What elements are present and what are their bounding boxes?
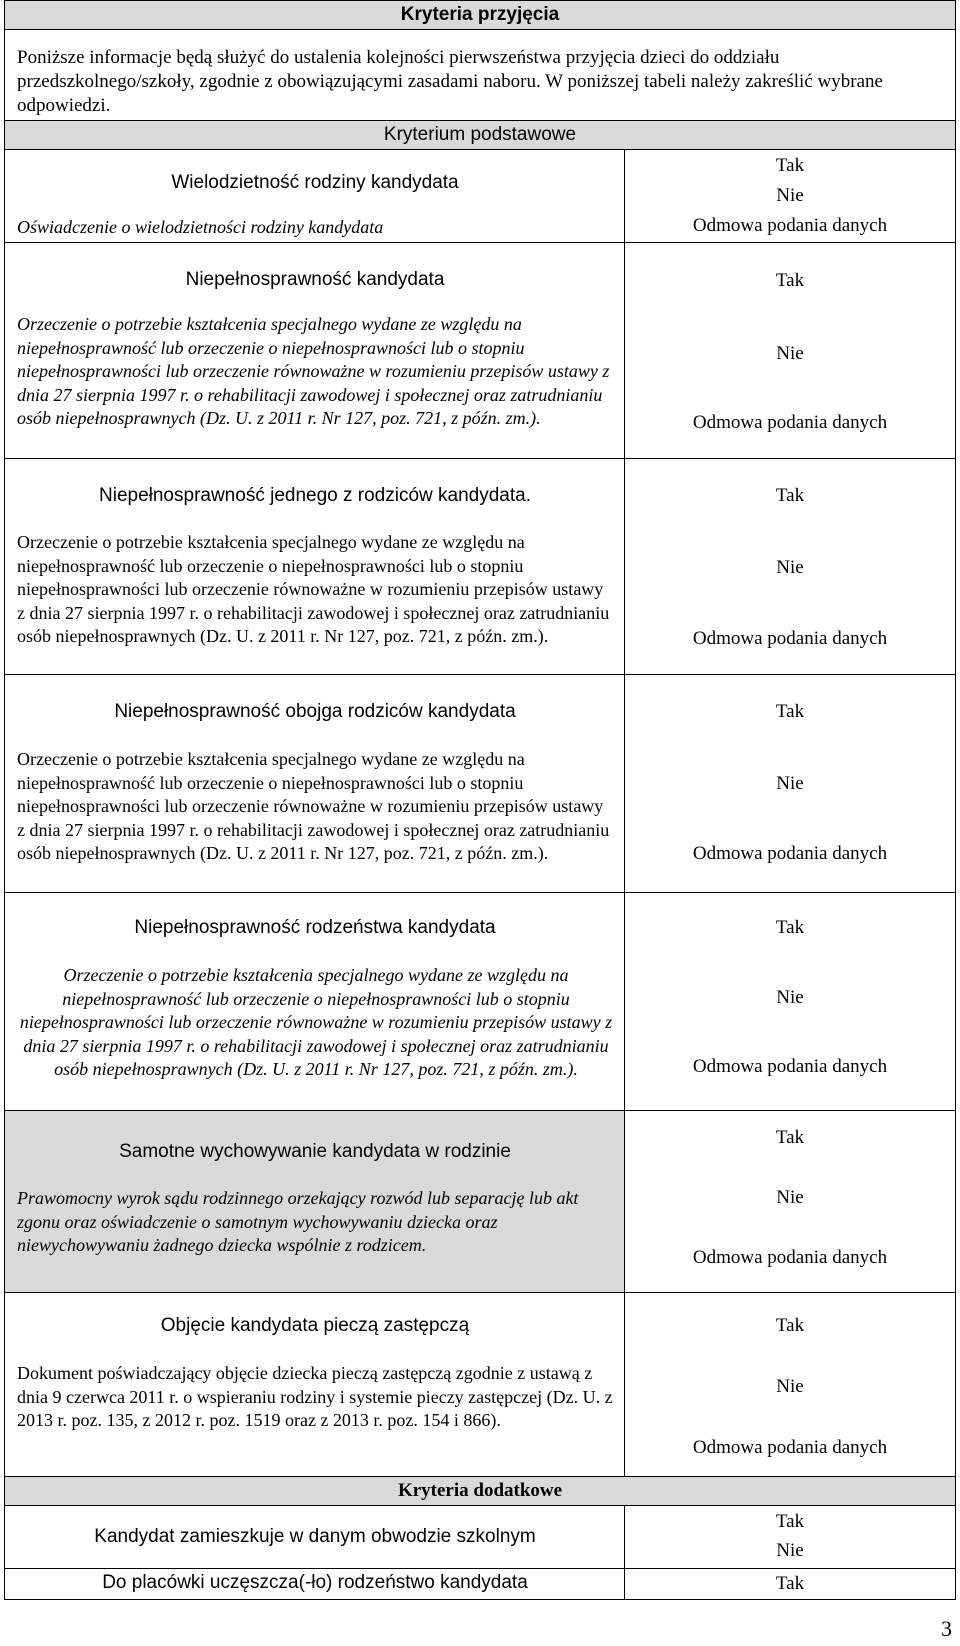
option-refuse[interactable]: Odmowa podania danych [692,412,888,433]
additional-criteria-header: Kryteria dodatkowe [5,1476,955,1506]
criterion-row [5,458,955,674]
option-yes[interactable]: Tak [775,701,805,722]
criterion-cell [5,1506,625,1568]
option-refuse[interactable]: Odmowa podania danych [692,1247,888,1268]
option-no[interactable]: Nie [776,185,804,206]
intro-text: Poniższe informacje będą służyć do ustalenia kolejności pierwszeństwa przyjęcia dzieci do oddziału przedszkolnego/szkoły, zgodnie z obowiązującymi zasadami naboru. W poniższej tabeli należy zakreślić wybrane odpowiedzi. [17,47,883,116]
option-refuse[interactable]: Odmowa podania danych [692,843,888,864]
criterion-title: Niepełnosprawność rodzeństwa kandydata [134,917,496,938]
criterion-description: Orzeczenie o potrzebie kształcenia specjalnego wydane ze względu na niepełnosprawność lub orzeczenie o niepełnosprawności lub o stopniu niepełnosprawności lub orzeczenie równoważne w rozumieniu przepisów ustawy z dnia 27 sierpnia 1997 r. o rehabilitacji zawodowej i społecznej oraz zatrudnianiu osób niepełnosprawnych (Dz. U. z 2011 r. Nr 127, poz. 721, z późn. zm.). [17,532,610,646]
options-cell [625,243,955,458]
additional-row [5,1506,955,1568]
criterion-title: Niepełnosprawność kandydata [185,269,445,290]
criterion-description: Orzeczenie o potrzebie kształcenia specjalnego wydane ze względu na niepełnosprawność lub orzeczenie o niepełnosprawności lub o stopniu niepełnosprawności lub orzeczenie równoważne w rozumieniu przepisów ustawy z dnia 27 sierpnia 1997 r. o rehabilitacji zawodowej i społecznej oraz zatrudnianiu osób niepełnosprawnych (Dz. U. z 2011 r. Nr 127, poz. 721, z późn. zm.). [19,965,613,1079]
criterion-title: Samotne wychowywanie kandydata w rodzinie [119,1141,511,1162]
option-yes[interactable]: Tak [775,1315,805,1336]
options-cell [625,1506,955,1568]
option-no[interactable]: Nie [776,1540,804,1561]
option-no[interactable]: Nie [776,987,804,1008]
criterion-cell [5,1111,625,1292]
option-no[interactable]: Nie [776,557,804,578]
option-refuse[interactable]: Odmowa podania danych [692,628,888,649]
criterion-description: Prawomocny wyrok sądu rodzinnego orzekający rozwód lub separację lub akt zgonu oraz oświadczenie o samotnym wychowywaniu dziecka oraz niewychowywaniu żadnego dziecka wspólnie z rodzicem. [17,1188,579,1255]
option-yes[interactable]: Tak [775,917,805,938]
options-cell [625,675,955,892]
criterion-description: Oświadczenie o wielodzietności rodziny kandydata [17,217,384,237]
criterion-row [5,892,955,1110]
option-no[interactable]: Nie [776,1376,804,1397]
criterion-row [5,150,955,242]
sheet-header: Kryteria przyjęcia [5,0,955,30]
options-cell [625,150,955,242]
criterion-description: Orzeczenie o potrzebie kształcenia specjalnego wydane ze względu na niepełnosprawność lub orzeczenie o niepełnosprawności lub o stopniu niepełnosprawności lub orzeczenie równoważne w rozumieniu przepisów ustawy z dnia 27 sierpnia 1997 r. o rehabilitacji zawodowej i społecznej oraz zatrudnianiu osób niepełnosprawnych (Dz. U. z 2011 r. Nr 127, poz. 721, z późn. zm.). [17,314,610,428]
criterion-cell [5,893,625,1110]
options-cell [625,1111,955,1292]
option-yes[interactable]: Tak [775,155,805,176]
criterion-title: Do placówki uczęszcza(-ło) rodzeństwo kandydata [102,1572,528,1593]
criterion-cell [5,150,625,242]
criterion-title: Objęcie kandydata pieczą zastępczą [160,1315,470,1336]
criterion-cell [5,243,625,458]
option-yes[interactable]: Tak [775,1511,805,1532]
criterion-cell [5,1293,625,1476]
criterion-description: Dokument poświadczający objęcie dziecka pieczą zastępczą zgodnie z ustawą z dnia 9 czerwca 2011 r. o wspieraniu rodziny i systemie pieczy zastępczej (Dz. U. z 2013 r. poz. 135, z 2012 r. poz. 1519 oraz z 2013 r. poz. 154 i 866). [17,1363,613,1430]
options-cell [625,1569,955,1600]
options-cell [625,1293,955,1476]
option-yes[interactable]: Tak [775,485,805,506]
criterion-title: Wielodzietność rodziny kandydata [171,172,459,193]
criterion-row [5,1292,955,1476]
option-no[interactable]: Nie [776,343,804,364]
option-yes[interactable]: Tak [775,1573,805,1594]
options-cell [625,893,955,1110]
criterion-title: Kandydat zamieszkuje w danym obwodzie szkolnym [94,1526,536,1547]
criteria-sheet [4,0,956,1600]
criterion-cell [5,459,625,674]
criterion-title: Niepełnosprawność jednego z rodziców kandydata. [99,485,531,506]
option-yes[interactable]: Tak [775,270,805,291]
additional-row [5,1568,955,1600]
option-refuse[interactable]: Odmowa podania danych [692,215,888,236]
option-yes[interactable]: Tak [775,1127,805,1148]
option-no[interactable]: Nie [776,1187,804,1208]
criterion-row [5,242,955,458]
criterion-title: Niepełnosprawność obojga rodziców kandydata [114,701,516,722]
basic-criteria-header: Kryterium podstawowe [5,120,955,150]
criterion-row [5,674,955,892]
criterion-description: Orzeczenie o potrzebie kształcenia specjalnego wydane ze względu na niepełnosprawność lub orzeczenie o niepełnosprawności lub o stopniu niepełnosprawności lub orzeczenie równoważne w rozumieniu przepisów ustawy z dnia 27 sierpnia 1997 r. o rehabilitacji zawodowej i społecznej oraz zatrudnianiu osób niepełnosprawnych (Dz. U. z 2011 r. Nr 127, poz. 721, z późn. zm.). [17,749,610,863]
option-refuse[interactable]: Odmowa podania danych [692,1437,888,1458]
option-no[interactable]: Nie [776,773,804,794]
criterion-cell [5,1569,625,1600]
page-number: 3 [941,1616,952,1641]
options-cell [625,459,955,674]
option-refuse[interactable]: Odmowa podania danych [692,1056,888,1077]
criterion-row [5,1110,955,1292]
criterion-cell [5,675,625,892]
